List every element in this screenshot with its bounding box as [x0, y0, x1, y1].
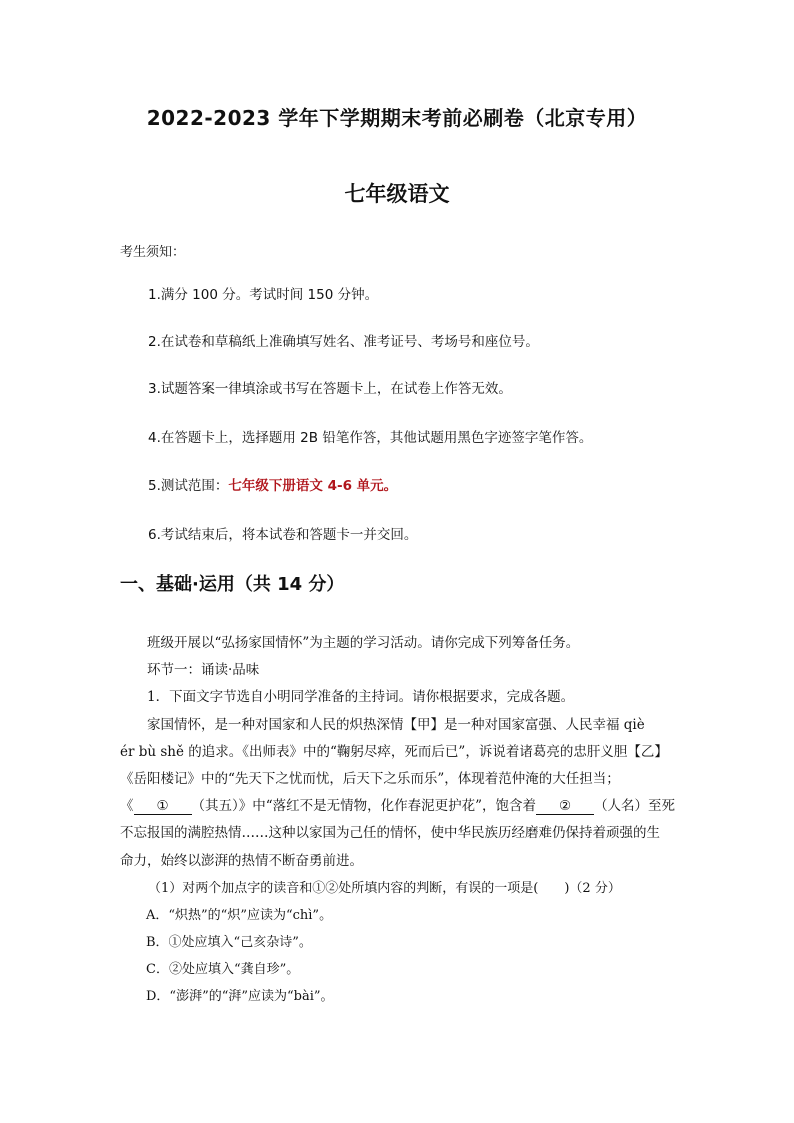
- exam-title: 2022-2023 学年下学期期末考前必刷卷（北京专用）: [146, 106, 648, 130]
- passage-line-1: 家国情怀，是一种对国家和人民的炽热深情【甲】是一种对国家富强、人民幸福 qiè: [147, 717, 645, 733]
- option-d: D．“澎湃”的“湃”应读为“bài”。: [146, 989, 334, 1004]
- notice-item-3: 3.试题答案一律填涂或书写在答题卡上，在试卷上作答无效。: [148, 381, 512, 397]
- passage-line-4-b: （其五）》中“落红不是无情物，化作春泥更护花”，饱含着: [191, 798, 537, 814]
- passage-line-6: 命力，始终以澎湃的热情不断奋勇前进。: [120, 853, 363, 869]
- notice-item-2: 2.在试卷和草稿纸上准确填写姓名、准考证号、考场号和座位号。: [148, 334, 539, 350]
- notice-item-1: 1.满分 100 分。考试时间 150 分钟。: [148, 287, 379, 303]
- passage-line-4-a: 《: [120, 798, 134, 814]
- question-1: 1．下面文字节选自小明同学准备的主持词。请你根据要求，完成各题。: [147, 689, 575, 705]
- section-heading: 一、基础·运用（共 14 分）: [120, 574, 345, 595]
- exam-subtitle: 七年级语文: [344, 182, 450, 206]
- option-b: B．①处应填入“己亥杂诗”。: [146, 935, 312, 950]
- passage-line-3: 《岳阳楼记》中的“先天下之忧而忧，后天下之乐而乐”，体现着范仲淹的大任担当；: [120, 771, 620, 787]
- test-range: 七年级下册语文 4-6 单元。: [228, 478, 398, 494]
- notice-item-5: [148, 474, 397, 494]
- passage-line-2: ér bù shě 的追求。《出师表》中的“鞠躬尽瘁，死而后已”，诉说着诸葛亮的忠肝义胆【乙】: [120, 744, 668, 760]
- sub-question-1: （1）对两个加点字的读音和①②处所填内容的判断，有误的一项是( )（2 分）: [148, 881, 621, 896]
- blank-2: ②: [536, 798, 594, 815]
- option-c: C．②处应填入“龚自珍”。: [146, 962, 300, 977]
- notice-heading: 考生须知：: [120, 245, 186, 260]
- notice-item-6: 6.考试结束后，将本试卷和答题卡一并交回。: [148, 527, 418, 543]
- option-a: A．“炽热”的“炽”应读为“chì”。: [146, 908, 333, 923]
- section-intro: 班级开展以“弘扬家国情怀”为主题的学习活动。请你完成下列筹备任务。: [147, 635, 580, 651]
- passage-line-4-c: （人名）至死: [594, 798, 676, 814]
- notice-item-5-prefix: 5.测试范围：: [148, 478, 229, 494]
- notice-item-4: 4.在答题卡上，选择题用 2B 铅笔作答，其他试题用黑色字迹签字笔作答。: [148, 430, 593, 446]
- step-heading: 环节一：诵读·品味: [147, 662, 260, 678]
- passage-line-4: [120, 794, 675, 815]
- blank-1: ①: [134, 798, 192, 815]
- passage-line-5: 不忘报国的满腔热情……这种以家国为己任的情怀，使中华民族历经磨难仍保持着顽强的生: [120, 825, 660, 841]
